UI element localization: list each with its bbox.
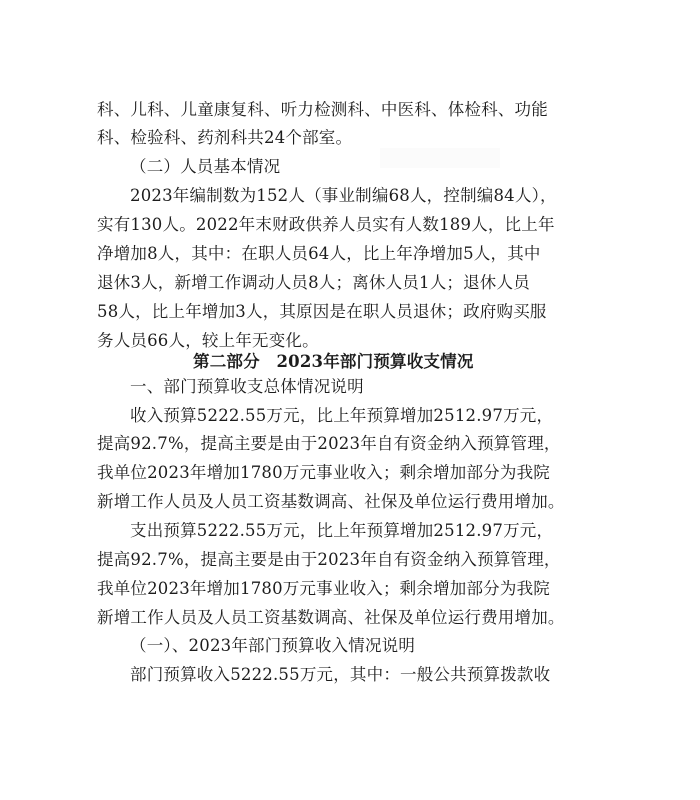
paragraph-line: 收入预算5222.55万元，比上年预算增加2512.97万元，	[130, 406, 554, 425]
paragraph-line: 我单位2023年增加1780万元事业收入；剩余增加部分为我院	[97, 463, 550, 482]
paragraph-line: 务人员66人，较上年无变化。	[97, 331, 319, 350]
paragraph-line: 净增加8人，其中：在职人员64人，比上年净增加5人，其中	[97, 244, 541, 263]
paragraph-line: 部门预算收入5222.55万元，其中：一般公共预算拨款收	[130, 665, 551, 684]
part-heading: 第二部分 2023年部门预算收支情况	[193, 352, 474, 371]
paragraph-line: 我单位2023年增加1780万元事业收入；剩余增加部分为我院	[97, 579, 550, 598]
paragraph-line: 实有130人。2022年末财政供养人员实有人数189人，比上年	[97, 215, 555, 234]
paragraph-line: 科、儿科、儿童康复科、听力检测科、中医科、体检科、功能	[97, 100, 548, 119]
section-subheading: 一、部门预算收支总体情况说明	[130, 377, 364, 396]
paragraph-line: 科、检验科、药剂科共24个部室。	[97, 128, 353, 147]
paragraph-line: 退休3人，新增工作调动人员8人；离休人员1人；退休人员	[97, 273, 530, 292]
paragraph-line: 2023年编制数为152人（事业制编68人，控制编84人），	[130, 186, 557, 205]
paragraph-line: 支出预算5222.55万元，比上年预算增加2512.97万元，	[130, 521, 554, 540]
section-subheading: （二）人员基本情况	[130, 157, 281, 176]
paragraph-line: 提高92.7%，提高主要是由于2023年自有资金纳入预算管理，	[97, 434, 561, 453]
scan-shadow	[380, 148, 500, 168]
paragraph-line: 新增工作人员及人员工资基数调高、社保及单位运行费用增加。	[97, 608, 565, 627]
paragraph-line: 提高92.7%，提高主要是由于2023年自有资金纳入预算管理，	[97, 550, 561, 569]
paragraph-line: 新增工作人员及人员工资基数调高、社保及单位运行费用增加。	[97, 492, 565, 511]
section-subheading: （一）、2023年部门预算收入情况说明	[130, 636, 416, 655]
paragraph-line: 58人，比上年增加3人，其原因是在职人员退休；政府购买服	[97, 302, 547, 321]
